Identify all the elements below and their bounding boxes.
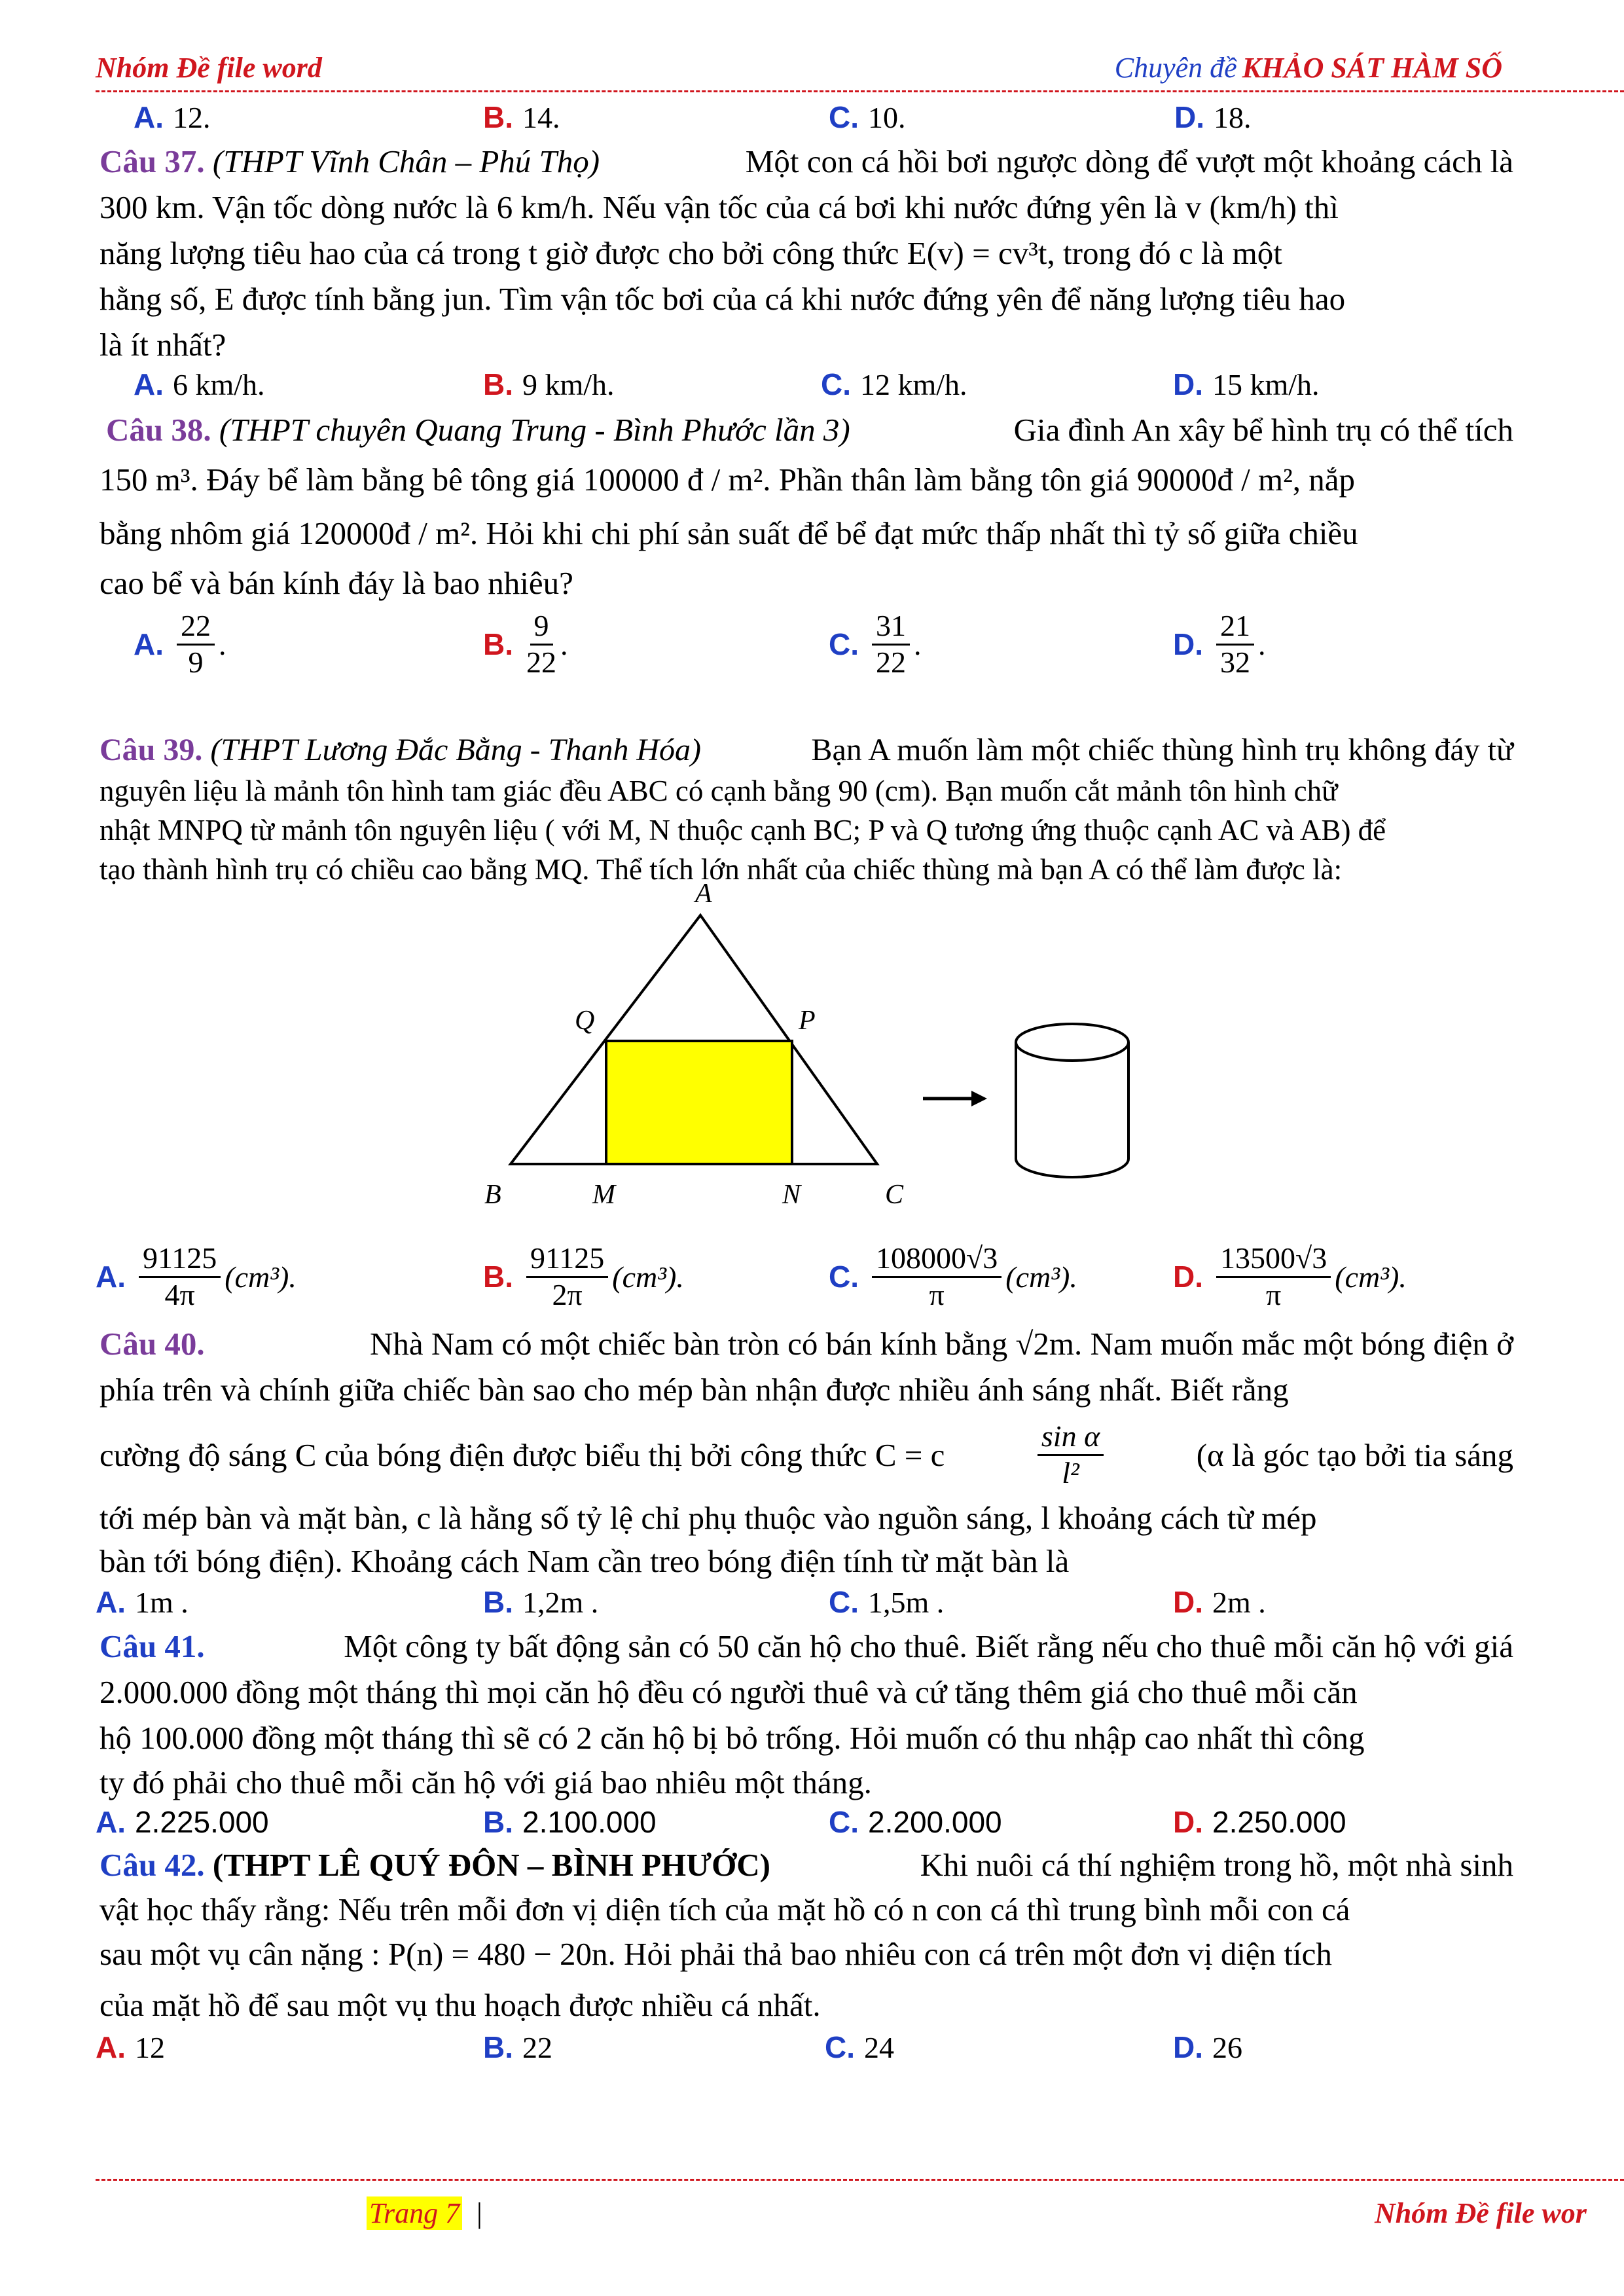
q37-line-4: hằng số, E được tính bằng jun. Tìm vận tốc bơi của cá khi nước đứng yên để năng lượng tiêu hao <box>99 281 1346 317</box>
q42-option-d <box>1173 2030 1242 2065</box>
q39-line-2: nguyên liệu là mảnh tôn hình tam giác đều ABC có cạnh bằng 90 (cm). Bạn muốn cắt mảnh tôn hình chữ <box>99 774 1338 807</box>
vertex-label-n: N <box>782 1180 801 1210</box>
fraction-numerator: 13500√3 <box>1216 1241 1331 1278</box>
option-letter: B. <box>483 100 513 134</box>
fraction-denominator: π <box>929 1277 945 1311</box>
option-fraction <box>139 1241 221 1313</box>
option-fraction <box>1216 1241 1331 1313</box>
option-letter: D. <box>1173 1260 1203 1294</box>
option-letter: A. <box>134 627 164 662</box>
question-source: (THPT chuyên Quang Trung - Bình Phước lần 3) <box>219 412 850 448</box>
q42-line-4: của mặt hồ để sau một vụ thu hoạch được nhiều cá nhất. <box>99 1987 821 2023</box>
option-letter: A. <box>134 367 164 401</box>
question-text: cường độ sáng C của bóng điện được biểu thị bởi công thức C = c <box>99 1436 945 1473</box>
q42-line-2: vật học thấy rằng: Nếu trên mỗi đơn vị diện tích của mặt hồ có n con cá thì trung bình mỗi con cá <box>99 1891 1350 1927</box>
option-fraction <box>526 609 556 680</box>
q36-option-b <box>483 100 560 135</box>
q37-option-b <box>483 367 615 402</box>
option-text: 22 <box>522 2030 552 2064</box>
q40-line-4: tới mép bàn và mặt bàn, c là hằng số tỷ lệ chỉ phụ thuộc vào nguồn sáng, l khoảng cách từ mép <box>99 1500 1317 1536</box>
q42-line-3: sau một vụ cân nặng : P(n) = 480 − 20n. Hỏi phải thả bao nhiêu con cá trên một đơn vị diện tích <box>99 1936 1332 1972</box>
rectangle-mnpq <box>606 1041 792 1164</box>
q40-option-c <box>829 1584 944 1620</box>
fraction-numerator: 31 <box>872 609 910 646</box>
option-text: 2.225.000 <box>135 1805 269 1839</box>
q36-option-d <box>1174 100 1252 135</box>
q41-line-4: ty đó phải cho thuê mỗi căn hộ với giá bao nhiêu một tháng. <box>99 1764 872 1800</box>
fraction-denominator: π <box>1266 1277 1282 1311</box>
option-letter: A. <box>96 2030 126 2064</box>
q39-line-4: tạo thành hình trụ có chiều cao bằng MQ. Thể tích lớn nhất của chiếc thùng mà bạn A có thể làm được là: <box>99 853 1343 886</box>
vertex-label-m: M <box>592 1180 615 1210</box>
q40-line-2: phía trên và chính giữa chiếc bàn sao cho mép bàn nhận được nhiều ánh sáng nhất. Biết rằng <box>99 1372 1289 1408</box>
question-number: Câu 40. <box>99 1326 205 1362</box>
q37-option-a <box>134 367 265 402</box>
q37-line-1 <box>99 143 1513 180</box>
vertex-label-c: C <box>885 1180 904 1210</box>
option-text: 14. <box>522 100 560 134</box>
option-letter: B. <box>483 627 513 662</box>
q41-option-a <box>96 1804 269 1840</box>
q39-option-d <box>1173 1241 1407 1313</box>
footer-divider <box>96 2179 1624 2181</box>
option-letter: C. <box>821 367 851 401</box>
fraction-denominator: l² <box>1062 1455 1079 1489</box>
option-letter: A. <box>96 1260 126 1294</box>
option-text: 26 <box>1212 2030 1242 2064</box>
q40-option-d <box>1173 1584 1266 1620</box>
arrow-icon <box>923 1091 987 1106</box>
option-letter: C. <box>825 2030 855 2064</box>
header-group-name: Nhóm Đề file word <box>96 52 322 84</box>
q38-line-1 <box>106 411 1513 448</box>
fraction-denominator: 22 <box>526 645 556 679</box>
option-text: 10. <box>868 100 906 134</box>
q39-option-b <box>483 1241 684 1313</box>
header-topic-title: KHẢO SÁT HÀM SỐ <box>1242 52 1502 84</box>
option-letter: D. <box>1174 100 1204 134</box>
q40-line-5: bàn tới bóng điện). Khoảng cách Nam cần treo bóng điện tính từ mặt bàn là <box>99 1543 1070 1579</box>
q38-option-a <box>134 609 226 680</box>
vertex-label-p: P <box>799 1006 816 1036</box>
option-letter: A. <box>96 1805 126 1839</box>
q42-option-c <box>825 2030 894 2065</box>
option-text: 6 km/h. <box>173 367 265 401</box>
fraction-denominator: 9 <box>188 645 204 679</box>
fraction-numerator: 22 <box>177 609 215 646</box>
option-letter: D. <box>1173 627 1203 662</box>
q38-line-3: bằng nhôm giá 120000đ / m². Hỏi khi chi phí sản suất để bể đạt mức thấp nhất thì tỷ số giữa chiều <box>99 515 1358 551</box>
option-letter: B. <box>483 2030 513 2064</box>
fraction-numerator: 91125 <box>139 1241 221 1278</box>
q41-option-c <box>829 1804 1002 1840</box>
fraction-numerator: 91125 <box>526 1241 608 1278</box>
option-text: 1,5m . <box>868 1585 945 1619</box>
q40-line-1 <box>99 1325 1513 1362</box>
vertex-label-a: A <box>695 879 712 909</box>
question-number: Câu 42. <box>99 1847 205 1883</box>
q41-option-b <box>483 1804 657 1840</box>
option-unit: (cm³). <box>1335 1260 1407 1294</box>
option-unit: (cm³). <box>1005 1260 1077 1294</box>
question-text: Khi nuôi cá thí nghiệm trong hồ, một nhà sinh <box>920 1847 1513 1883</box>
option-text: 1,2m . <box>522 1585 599 1619</box>
fraction-denominator: 32 <box>1220 645 1250 679</box>
option-fraction <box>1216 609 1254 680</box>
formula-fraction <box>1038 1419 1104 1491</box>
option-letter: A. <box>96 1585 126 1619</box>
option-dot: . <box>219 627 226 661</box>
option-dot: . <box>560 627 568 661</box>
q37-option-c <box>821 367 967 402</box>
fraction-numerator: 9 <box>530 609 553 646</box>
q38-option-b <box>483 609 568 680</box>
option-text: 2.250.000 <box>1212 1805 1346 1839</box>
fraction-numerator: 21 <box>1216 609 1254 646</box>
q37-line-3: năng lượng tiêu hao của cá trong t giờ được cho bởi công thức E(v) = cv³t, trong đó c là một <box>99 235 1282 271</box>
option-text: 2.200.000 <box>868 1805 1002 1839</box>
option-letter: D. <box>1173 1805 1203 1839</box>
q41-line-1 <box>99 1628 1513 1665</box>
q41-option-d <box>1173 1804 1346 1840</box>
option-letter: B. <box>483 367 513 401</box>
question-text: Nhà Nam có một chiếc bàn tròn có bán kính bằng √2m. Nam muốn mắc một bóng điện ở <box>370 1326 1513 1362</box>
triangle-cylinder-figure <box>458 871 1191 1237</box>
option-letter: C. <box>829 1805 859 1839</box>
q40-option-a <box>96 1584 189 1620</box>
question-text: Một công ty bất động sản có 50 căn hộ cho thuê. Biết rằng nếu cho thuê mỗi căn hộ với giá <box>344 1628 1513 1664</box>
option-letter: B. <box>483 1260 513 1294</box>
option-letter: D. <box>1173 367 1203 401</box>
vertex-label-q: Q <box>575 1006 595 1036</box>
q36-option-c <box>829 100 906 135</box>
q42-option-b <box>483 2030 552 2065</box>
header-topic-prefix: Chuyên đề <box>1114 52 1237 84</box>
option-fraction <box>177 609 215 680</box>
option-unit: (cm³). <box>225 1260 297 1294</box>
vertex-label-b: B <box>484 1180 501 1210</box>
fraction-denominator: 4π <box>164 1277 195 1311</box>
fraction-numerator: sin α <box>1038 1419 1104 1456</box>
q39-line-3: nhật MNPQ từ mảnh tôn nguyên liệu ( với M, N thuộc cạnh BC; P và Q tương ứng thuộc cạnh AC và AB) để <box>99 814 1386 847</box>
option-letter: A. <box>134 100 164 134</box>
q41-line-2: 2.000.000 đồng một tháng thì mọi căn hộ đều có người thuê và cứ tăng thêm giá cho thuê mỗi căn <box>99 1674 1358 1710</box>
question-number: Câu 38. <box>106 412 211 448</box>
question-source: (THPT LÊ QUÝ ĐÔN – BÌNH PHƯỚC) <box>212 1847 770 1883</box>
option-letter: C. <box>829 1260 859 1294</box>
option-unit: (cm³). <box>612 1260 684 1294</box>
footer-group-name: Nhóm Đề file wor <box>1375 2197 1587 2229</box>
option-text: 2.100.000 <box>522 1805 657 1839</box>
option-letter: B. <box>483 1585 513 1619</box>
question-text: (α là góc tạo bởi tia sáng <box>1196 1436 1513 1473</box>
option-text: 1m . <box>135 1585 189 1619</box>
q36-option-a <box>134 100 211 135</box>
option-letter: C. <box>829 100 859 134</box>
q38-line-4: cao bể và bán kính đáy là bao nhiêu? <box>99 565 573 601</box>
question-source: (THPT Vĩnh Chân – Phú Thọ) <box>212 143 600 179</box>
q40-line-3 <box>99 1419 1513 1491</box>
question-source: (THPT Lương Đắc Bằng - Thanh Hóa) <box>210 733 701 767</box>
q42-option-a <box>96 2030 165 2065</box>
option-text: 15 km/h. <box>1212 367 1320 401</box>
fraction-denominator: 2π <box>552 1277 583 1311</box>
page-separator: | <box>477 2197 482 2229</box>
cylinder-icon <box>1016 1024 1128 1177</box>
q38-option-c <box>829 609 922 680</box>
question-number: Câu 41. <box>99 1628 205 1664</box>
q37-option-d <box>1173 367 1320 402</box>
q42-line-1 <box>99 1846 1513 1884</box>
option-text: 12. <box>173 100 211 134</box>
option-text: 12 <box>135 2030 165 2064</box>
header-divider <box>96 90 1624 92</box>
q40-option-b <box>483 1584 598 1620</box>
q37-line-2: 300 km. Vận tốc dòng nước là 6 km/h. Nếu vận tốc của cá bơi khi nước đứng yên là v (km/h) thì <box>99 189 1339 225</box>
option-text: 9 km/h. <box>522 367 615 401</box>
q41-line-3: hộ 100.000 đồng một tháng thì sẽ có 2 căn hộ bị bỏ trống. Hỏi muốn có thu nhập cao nhất thì công <box>99 1720 1365 1756</box>
option-letter: D. <box>1173 2030 1203 2064</box>
option-text: 24 <box>864 2030 894 2064</box>
fraction-denominator: 22 <box>876 645 906 679</box>
page-number: Trang 7 <box>367 2196 462 2230</box>
q39-option-c <box>829 1241 1077 1313</box>
question-text: Bạn A muốn làm một chiếc thùng hình trụ không đáy từ <box>811 733 1513 767</box>
option-dot: . <box>914 627 922 661</box>
option-dot: . <box>1258 627 1266 661</box>
q37-line-5: là ít nhất? <box>99 327 226 363</box>
option-letter: B. <box>483 1805 513 1839</box>
q38-option-d <box>1173 609 1266 680</box>
question-number: Câu 37. <box>99 143 205 179</box>
option-text: 18. <box>1214 100 1252 134</box>
question-text: Một con cá hồi bơi ngược dòng để vượt một khoảng cách là <box>745 143 1513 179</box>
option-letter: C. <box>829 627 859 662</box>
q38-line-2: 150 m³. Đáy bể làm bằng bê tông giá 100000 đ / m². Phần thân làm bằng tôn giá 90000đ / m², nắp <box>99 462 1356 498</box>
option-fraction <box>526 1241 608 1313</box>
q39-option-a <box>96 1241 297 1313</box>
question-text: Gia đình An xây bể hình trụ có thể tích <box>1013 412 1513 448</box>
option-letter: D. <box>1173 1585 1203 1619</box>
question-number: Câu 39. <box>99 733 203 767</box>
option-fraction <box>872 1241 1001 1313</box>
header-topic <box>1115 51 1502 84</box>
option-text: 2m . <box>1212 1585 1266 1619</box>
option-text: 12 km/h. <box>860 367 967 401</box>
q39-line-1 <box>99 732 1513 768</box>
option-fraction <box>872 609 910 680</box>
option-letter: C. <box>829 1585 859 1619</box>
fraction-numerator: 108000√3 <box>872 1241 1001 1278</box>
